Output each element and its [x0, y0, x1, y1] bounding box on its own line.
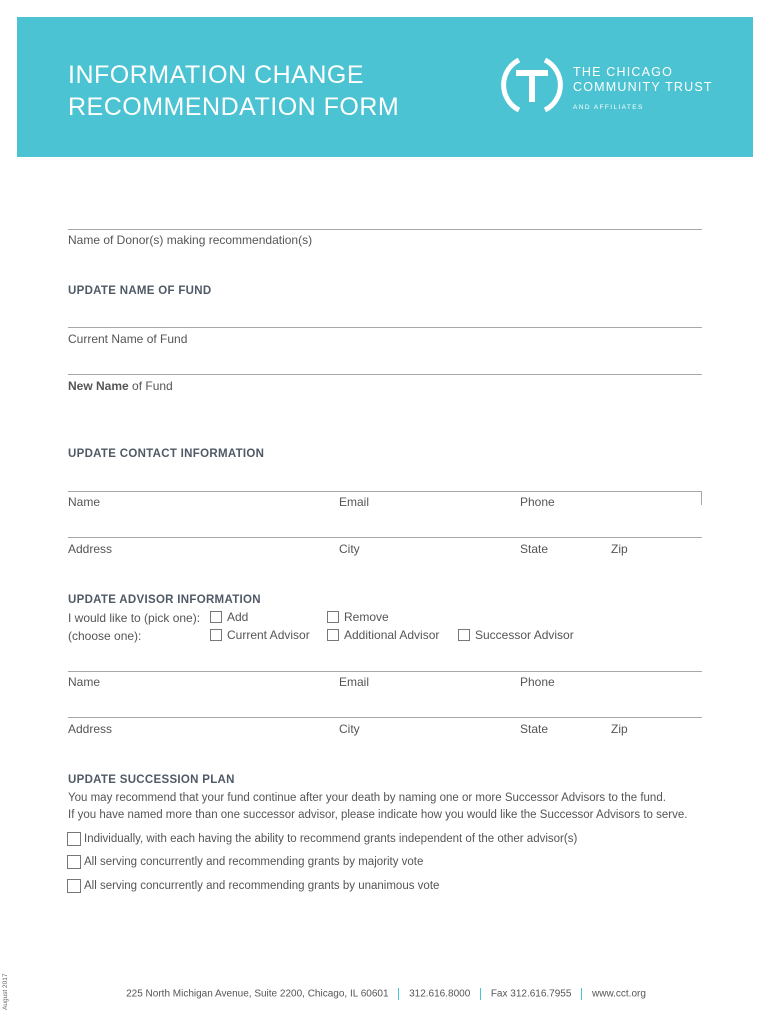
current-advisor-checkbox-box[interactable] — [210, 629, 222, 641]
advisor-zip-label: Zip — [611, 722, 628, 736]
contact-row1-end-tick — [701, 491, 702, 505]
majority-checkbox-box[interactable] — [67, 855, 81, 869]
contact-name-label: Name — [68, 495, 101, 509]
org-name — [573, 65, 713, 115]
advisor-remove-checkbox[interactable] — [327, 610, 389, 624]
new-fund-name-line[interactable] — [68, 374, 702, 375]
remove-checkbox-box[interactable] — [327, 611, 339, 623]
advisor-phone-label: Phone — [520, 675, 555, 689]
new-name-bold: New Name — [68, 379, 129, 393]
current-fund-name-line[interactable] — [68, 327, 702, 328]
contact-zip-label: Zip — [611, 542, 628, 556]
contact-phone-label: Phone — [520, 495, 555, 509]
advisor-state-label: State — [520, 722, 549, 736]
successor-advisor-checkbox-box[interactable] — [458, 629, 470, 641]
form-title-line-2: RECOMMENDATION FORM — [68, 93, 400, 121]
successor-advisor-checkbox[interactable] — [458, 628, 574, 642]
footer-fax: Fax 312.616.7955 — [490, 988, 572, 1000]
footer-separator — [480, 988, 481, 1000]
advisor-pick-label: I would like to (pick one): — [68, 611, 201, 625]
succession-paragraph-2: If you have named more than one successor advisor, please indicate how you would like the Successor Advisors to serve. — [68, 809, 688, 821]
contact-state-label: State — [520, 542, 549, 556]
unanimous-label: All serving concurrently and recommending grants by unanimous vote — [84, 880, 440, 892]
advisor-address-label: Address — [68, 722, 113, 736]
unanimous-checkbox-box[interactable] — [67, 879, 81, 893]
footer-separator — [398, 988, 399, 1000]
succession-paragraph-1: You may recommend that your fund continue after your death by naming one or more Successor Advisors to the fund. — [68, 792, 666, 804]
advisor-row2-line[interactable] — [68, 717, 702, 718]
new-fund-name-label — [68, 379, 173, 393]
current-advisor-label: Current Advisor — [227, 628, 310, 642]
footer-contact — [0, 988, 770, 1000]
additional-advisor-label: Additional Advisor — [344, 628, 440, 642]
revision-date: August 2017 — [2, 973, 9, 1010]
org-name-line-1: THE CHICAGO — [573, 65, 674, 79]
contact-city-label: City — [339, 542, 360, 556]
form-title-line-1: INFORMATION CHANGE — [68, 61, 365, 89]
succession-heading: UPDATE SUCCESSION PLAN — [68, 774, 235, 786]
succession-majority-checkbox[interactable] — [67, 855, 423, 869]
fund-name-heading: UPDATE NAME OF FUND — [68, 285, 212, 297]
footer-address: 225 North Michigan Avenue, Suite 2200, Chicago, IL 60601 — [126, 988, 389, 1000]
cct-t-logo-icon — [499, 52, 565, 118]
succession-unanimous-checkbox[interactable] — [67, 879, 439, 893]
new-name-rest: of Fund — [128, 379, 173, 393]
donor-name-label: Name of Donor(s) making recommendation(s) — [68, 233, 313, 247]
org-name-affiliates: AND AFFILIATES — [573, 104, 644, 111]
contact-address-label: Address — [68, 542, 113, 556]
contact-heading: UPDATE CONTACT INFORMATION — [68, 448, 265, 460]
majority-label: All serving concurrently and recommending grants by majority vote — [84, 856, 424, 868]
form-header — [17, 17, 753, 157]
footer-phone: 312.616.8000 — [409, 988, 471, 1000]
footer-separator — [581, 988, 582, 1000]
successor-advisor-label: Successor Advisor — [475, 628, 574, 642]
additional-advisor-checkbox-box[interactable] — [327, 629, 339, 641]
advisor-row1-line[interactable] — [68, 671, 702, 672]
current-fund-name-label: Current Name of Fund — [68, 332, 188, 346]
additional-advisor-checkbox[interactable] — [327, 628, 439, 642]
donor-name-line[interactable] — [68, 229, 702, 230]
advisor-city-label: City — [339, 722, 360, 736]
add-label: Add — [227, 610, 249, 624]
contact-row1-line[interactable] — [68, 491, 702, 492]
current-advisor-checkbox[interactable] — [210, 628, 310, 642]
footer-website-link[interactable]: www.cct.org — [592, 988, 646, 1000]
contact-row2-line[interactable] — [68, 537, 702, 538]
contact-email-label: Email — [339, 495, 370, 509]
advisor-choose-label: (choose one): — [68, 629, 142, 643]
form-title — [68, 59, 399, 123]
org-name-line-2: COMMUNITY TRUST — [573, 80, 713, 94]
individually-checkbox-box[interactable] — [67, 832, 81, 846]
remove-label: Remove — [344, 610, 389, 624]
advisor-add-checkbox[interactable] — [210, 610, 248, 624]
add-checkbox-box[interactable] — [210, 611, 222, 623]
advisor-email-label: Email — [339, 675, 370, 689]
succession-individually-checkbox[interactable] — [67, 832, 577, 846]
advisor-name-label: Name — [68, 675, 101, 689]
advisor-heading: UPDATE ADVISOR INFORMATION — [68, 594, 261, 606]
individually-label: Individually, with each having the ability to recommend grants independent of the other advisor(s) — [84, 833, 578, 845]
